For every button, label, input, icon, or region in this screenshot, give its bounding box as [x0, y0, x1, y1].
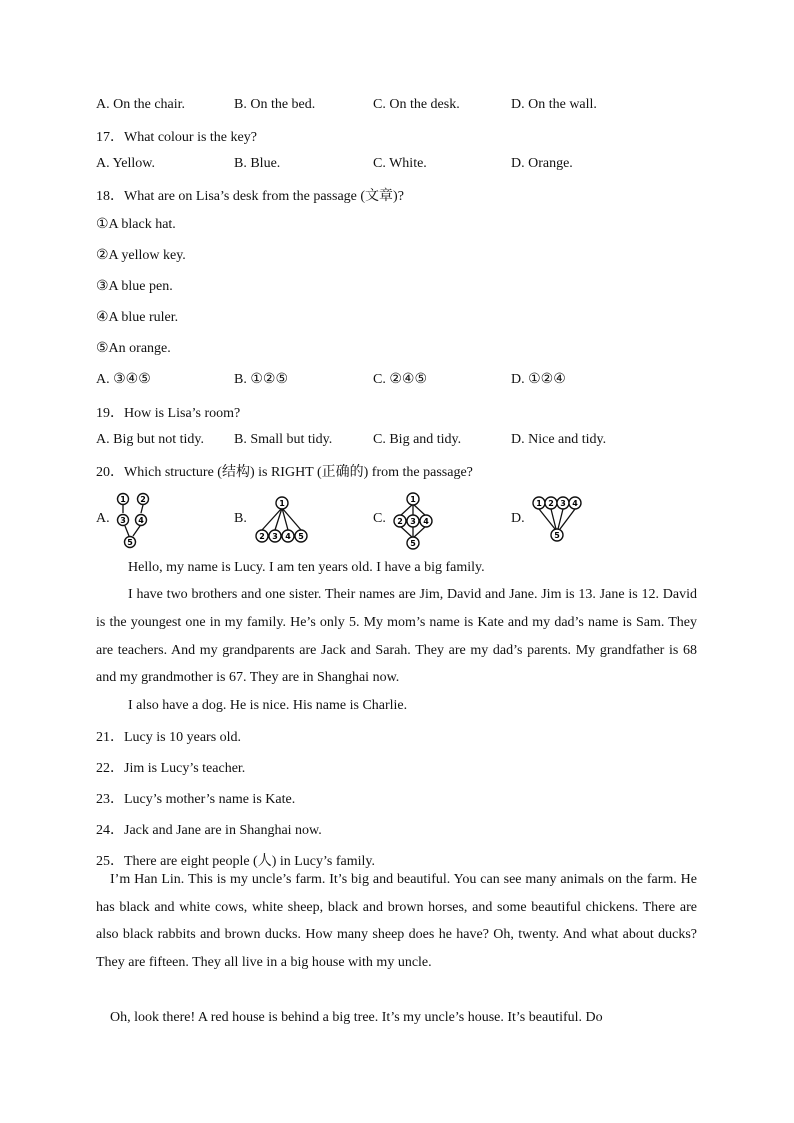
- svg-text:2: 2: [259, 532, 265, 541]
- svg-text:5: 5: [127, 538, 133, 547]
- statement-22: 22．Jim is Lucy’s teacher.: [96, 761, 246, 776]
- q16-option-c: C. On the desk.: [373, 97, 460, 112]
- node: [269, 530, 281, 542]
- node: [276, 497, 288, 509]
- svg-text:1: 1: [536, 499, 542, 508]
- structure-diagram-b: [250, 494, 312, 546]
- node: [407, 537, 419, 549]
- q19-option-a: A. Big but not tidy.: [96, 432, 204, 447]
- svg-text:1: 1: [120, 495, 126, 504]
- svg-text:3: 3: [410, 517, 416, 526]
- svg-text:5: 5: [554, 531, 560, 540]
- q18-stem: 18．What are on Lisa’s desk from the passage (文章)?: [96, 189, 404, 204]
- q20-stem: 20．Which structure (结构) is RIGHT (正确的) from the passage?: [96, 465, 473, 480]
- q19-option-b: B. Small but tidy.: [234, 432, 333, 447]
- q19-stem: 19．How is Lisa’s room?: [96, 406, 241, 421]
- svg-text:1: 1: [410, 495, 416, 504]
- passage-lucy-p3: I also have a dog. He is nice. His name is Charlie.: [128, 698, 408, 713]
- q20-option-a-label: A.: [96, 511, 110, 526]
- q17-option-a: A. Yellow.: [96, 156, 155, 171]
- node: [118, 494, 129, 505]
- node: [256, 530, 268, 542]
- svg-text:4: 4: [572, 499, 578, 508]
- q18-item: ⑤An orange.: [96, 341, 171, 356]
- q17-option-d: D. Orange.: [511, 156, 573, 171]
- node: [138, 494, 149, 505]
- passage-farm-p2: Oh, look there! A red house is behind a big tree. It’s my uncle’s house. It’s beautiful. Do: [110, 1010, 603, 1025]
- structure-diagram-d: [530, 494, 586, 544]
- node: [295, 530, 307, 542]
- node: [557, 497, 569, 509]
- passage-lucy-p2: I have two brothers and one sister. Their names are Jim, David and Jane. Jim is 13. Jane is 12. David is the youngest one in my family. He’s only 5. My mom’s name is Kate and my dad’s name is Sam. They are teachers. And my grandparents are Jack and Sarah. They are my dad’s parents. My grandfather is 68 and my grandmother is 67. They are in Shanghai now.: [96, 587, 697, 686]
- q16-option-b: B. On the bed.: [234, 97, 316, 112]
- q17-option-b: B. Blue.: [234, 156, 281, 171]
- q18-option-b: B. ①②⑤: [234, 372, 288, 387]
- svg-text:1: 1: [279, 499, 285, 508]
- q17-stem: 17．What colour is the key?: [96, 130, 257, 145]
- node: [125, 537, 136, 548]
- svg-text:5: 5: [298, 532, 304, 541]
- passage-lucy-p1: Hello, my name is Lucy. I am ten years old. I have a big family.: [128, 560, 485, 575]
- node: [118, 515, 129, 526]
- svg-text:4: 4: [423, 517, 429, 526]
- svg-text:3: 3: [272, 532, 278, 541]
- node: [551, 529, 563, 541]
- svg-text:2: 2: [140, 495, 146, 504]
- svg-text:4: 4: [138, 516, 144, 525]
- statement-24: 24．Jack and Jane are in Shanghai now.: [96, 823, 322, 838]
- svg-text:2: 2: [397, 517, 403, 526]
- node: [136, 515, 147, 526]
- q18-item: ④A blue ruler.: [96, 310, 179, 325]
- svg-text:5: 5: [410, 539, 416, 548]
- passage-farm-p1: I’m Han Lin. This is my uncle’s farm. It’s big and beautiful. You can see many animals on the farm. He has black and white cows, white sheep, black and brown horses, and some beautiful chickens. There are also black rabbits and brown ducks. How many sheep does he have? Oh, twenty. And what about ducks? They are fifteen. They all live in a big house with my uncle.: [96, 872, 697, 970]
- q20-option-c-label: C.: [373, 511, 386, 526]
- node: [569, 497, 581, 509]
- q19-option-c: C. Big and tidy.: [373, 432, 462, 447]
- node: [282, 530, 294, 542]
- node: [533, 497, 545, 509]
- structure-diagram-c: [390, 490, 436, 550]
- statement-23: 23．Lucy’s mother’s name is Kate.: [96, 792, 296, 807]
- svg-text:3: 3: [560, 499, 566, 508]
- node: [545, 497, 557, 509]
- q19-option-d: D. Nice and tidy.: [511, 432, 607, 447]
- node: [407, 493, 419, 505]
- q18-option-d: D. ①②④: [511, 372, 566, 387]
- q20-option-b-label: B.: [234, 511, 247, 526]
- svg-text:3: 3: [120, 516, 126, 525]
- statement-25: 25．There are eight people (人) in Lucy’s family.: [96, 854, 375, 869]
- structure-diagram-a: [112, 490, 152, 550]
- q16-option-d: D. On the wall.: [511, 97, 597, 112]
- q20-option-d-label: D.: [511, 511, 525, 526]
- statement-21: 21．Lucy is 10 years old.: [96, 730, 242, 745]
- q18-item: ②A yellow key.: [96, 248, 186, 263]
- q16-option-a: A. On the chair.: [96, 97, 186, 112]
- node: [394, 515, 406, 527]
- q18-item: ③A blue pen.: [96, 279, 173, 294]
- q18-option-c: C. ②④⑤: [373, 372, 427, 387]
- node: [407, 515, 419, 527]
- q17-option-c: C. White.: [373, 156, 427, 171]
- q18-option-a: A. ③④⑤: [96, 372, 151, 387]
- q18-item: ①A black hat.: [96, 217, 176, 232]
- svg-text:4: 4: [285, 532, 291, 541]
- svg-text:2: 2: [548, 499, 554, 508]
- node: [420, 515, 432, 527]
